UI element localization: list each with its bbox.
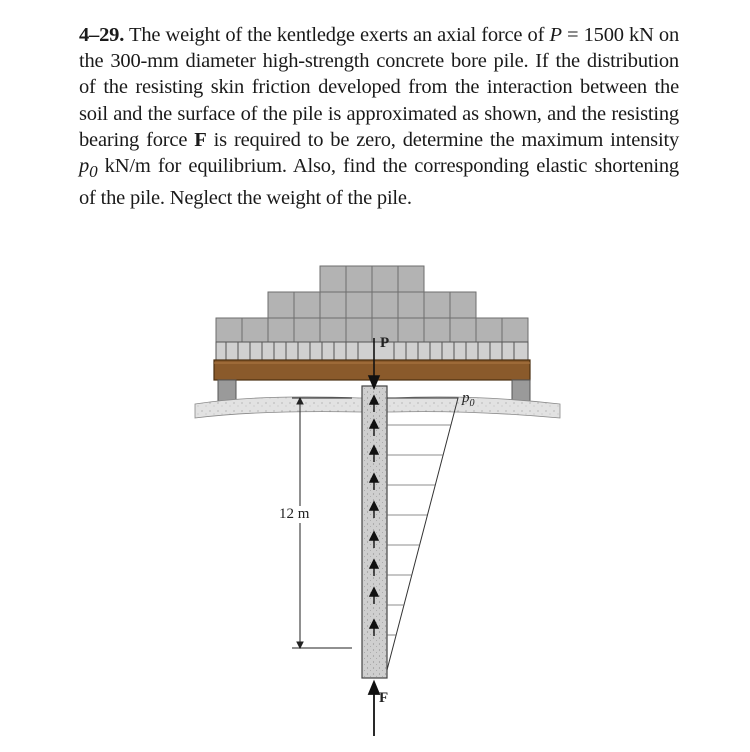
cross-timbers — [216, 342, 528, 360]
symbol-P: P — [549, 24, 562, 46]
label-P: P — [380, 335, 390, 351]
problem-text-4: kN/m for equilibrium. Also, find the corresponding elastic shortening of the pile. Neglect the weight of the pile. — [79, 155, 679, 210]
bearing-force-F-arrow — [369, 682, 379, 736]
problem-text-2: = 1500 kN on the 300-mm diameter high-strength concrete bore pile. If the distribution of the resisting skin friction developed from the interaction between the soil and the surface of the pile is approximated as shown, and the resisting bearing force — [79, 24, 679, 151]
label-length: 12 m — [279, 506, 310, 522]
label-F: F — [379, 690, 389, 706]
symbol-p0: $p_0$ — [79, 155, 98, 182]
support-post-right — [512, 380, 530, 402]
problem-number: 4–29. — [79, 24, 125, 46]
kentledge-blocks — [216, 266, 528, 342]
length-dimension — [292, 398, 352, 648]
symbol-F: F — [194, 128, 207, 151]
problem-text-3: is required to be zero, determine the maximum intensity — [206, 128, 679, 151]
problem-text-1: The weight of the kentledge exerts an axial force of — [129, 24, 545, 46]
label-p0: $p_0$ — [462, 390, 475, 409]
skin-friction-distribution — [387, 398, 458, 670]
support-post-left — [218, 380, 236, 402]
